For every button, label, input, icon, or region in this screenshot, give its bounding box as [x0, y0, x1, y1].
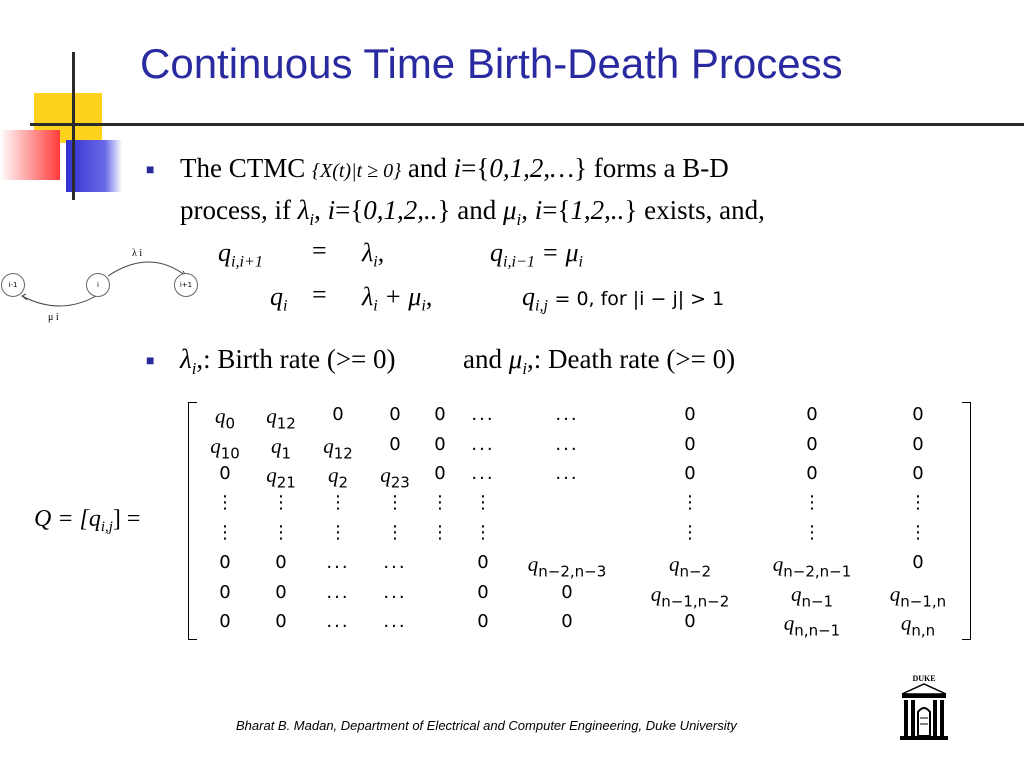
matrix-cell-r2-c4: 0 — [389, 434, 401, 455]
matrix-cell-r5-c1: ⋮ — [216, 522, 234, 543]
state-node-i-minus-1: i-1 — [1, 273, 25, 297]
birth-death-diagram — [0, 240, 210, 330]
divider-vertical — [72, 52, 75, 200]
matrix-cell-r7-c10: $q_{n-1,n}$ — [889, 582, 947, 611]
matrix-cell-r3-c5: 0 — [434, 463, 446, 484]
matrix-cell-r1-c9: 0 — [806, 404, 818, 425]
matrix-cell-r5-c8: ⋮ — [681, 522, 699, 543]
matrix-cell-r6-c4: ... — [383, 552, 407, 573]
matrix-cell-r1-c10: 0 — [912, 404, 924, 425]
matrix-cell-r7-c4: ... — [383, 582, 407, 603]
mu-label: μ i — [48, 312, 59, 323]
matrix-cell-r1-c2: $q_{12}$ — [266, 404, 296, 433]
state-node-i: i — [86, 273, 110, 297]
matrix-label: $Q = [q_{i,j}]$ = — [34, 506, 141, 536]
equation-row-2-rhs: $\lambda_i + \mu_i$, — [362, 282, 433, 315]
matrix-cell-r2-c1: $q_{10}$ — [210, 434, 240, 463]
matrix-cell-r2-c5: 0 — [434, 434, 446, 455]
state-node-i-plus-1: i+1 — [174, 273, 198, 297]
equation-row-1-eq: = — [312, 236, 327, 265]
matrix-cell-r5-c5: ⋮ — [431, 522, 449, 543]
matrix-cell-r7-c8: $q_{n-1,n-2}$ — [650, 582, 730, 611]
matrix-cell-r3-c2: $q_{21}$ — [266, 463, 296, 492]
matrix-cell-r8-c9: $q_{n,n-1}$ — [783, 611, 841, 640]
matrix-cell-r7-c3: ... — [326, 582, 350, 603]
matrix-cell-r4-c5: ⋮ — [431, 492, 449, 513]
slide-title: Continuous Time Birth-Death Process — [140, 40, 843, 87]
matrix-cell-r2-c10: 0 — [912, 434, 924, 455]
matrix-cell-r4-c4: ⋮ — [386, 492, 404, 513]
svg-text:DUKE: DUKE — [912, 674, 936, 683]
matrix-cell-r7-c2: 0 — [275, 582, 287, 603]
matrix-cell-r2-c6: ... — [471, 434, 495, 455]
matrix-cell-r3-c6: ... — [471, 463, 495, 484]
matrix-cell-r6-c1: 0 — [219, 552, 231, 573]
matrix-cell-r4-c3: ⋮ — [329, 492, 347, 513]
matrix-cell-r3-c7: ... — [555, 463, 579, 484]
matrix-cell-r5-c6: ⋮ — [474, 522, 492, 543]
lambda-label: λ i — [132, 248, 143, 259]
matrix-cell-r5-c4: ⋮ — [386, 522, 404, 543]
matrix-cell-r3-c10: 0 — [912, 463, 924, 484]
matrix-cell-r3-c1: 0 — [219, 463, 231, 484]
matrix-cell-r1-c6: ... — [471, 404, 495, 425]
matrix-cell-r5-c3: ⋮ — [329, 522, 347, 543]
equation-row-1-right: $q_{i,i-1} = \mu_i$ — [490, 238, 583, 271]
bullet-marker-2: ■ — [146, 354, 155, 369]
matrix-cell-r8-c2: 0 — [275, 611, 287, 632]
matrix-cell-r2-c3: $q_{12}$ — [323, 434, 353, 463]
equation-row-2: $q_i$ — [270, 282, 288, 315]
equation-row-2-right: $q_{i,j} = 0$, for |i − j| > 1 — [522, 282, 725, 315]
matrix-cell-r4-c6: ⋮ — [474, 492, 492, 513]
matrix-cell-r1-c4: 0 — [389, 404, 401, 425]
footer-credit: Bharat B. Madan, Department of Electrical and Computer Engineering, Duke University — [236, 718, 737, 733]
matrix-cell-r4-c2: ⋮ — [272, 492, 290, 513]
equation-row-1-rhs: $\lambda_i$, — [362, 238, 385, 271]
matrix-cell-r4-c1: ⋮ — [216, 492, 234, 513]
matrix-cell-r8-c1: 0 — [219, 611, 231, 632]
matrix-cell-r6-c2: 0 — [275, 552, 287, 573]
matrix-cell-r7-c6: 0 — [477, 582, 489, 603]
matrix-left-bracket — [188, 402, 197, 640]
matrix-cell-r5-c10: ⋮ — [909, 522, 927, 543]
matrix-cell-r7-c7: 0 — [561, 582, 573, 603]
matrix-cell-r8-c7: 0 — [561, 611, 573, 632]
matrix-cell-r1-c7: ... — [555, 404, 579, 425]
ctmc-set: {X(t)|t ≥ 0} — [312, 160, 402, 182]
matrix-cell-r3-c9: 0 — [806, 463, 818, 484]
matrix-cell-r6-c9: $q_{n-2,n-1}$ — [772, 552, 852, 581]
matrix-cell-r8-c6: 0 — [477, 611, 489, 632]
bullet-marker-1: ■ — [146, 163, 155, 178]
matrix-cell-r7-c9: $q_{n-1}$ — [790, 582, 834, 611]
matrix-cell-r1-c8: 0 — [684, 404, 696, 425]
matrix-cell-r6-c7: $q_{n-2,n-3}$ — [527, 552, 607, 581]
bullet-1-line-2: process, if $\lambda_i$, i={0,1,2,..} and $\mu_i$, i={1,2,..} exists, and, — [180, 195, 765, 229]
matrix-cell-r2-c2: $q_1$ — [270, 434, 292, 463]
matrix-cell-r8-c4: ... — [383, 611, 407, 632]
matrix-cell-r4-c9: ⋮ — [803, 492, 821, 513]
matrix-cell-r2-c8: 0 — [684, 434, 696, 455]
bullet-1-line-1: The CTMC {X(t)|t ≥ 0} and i={0,1,2,…} forms a B-D — [180, 153, 729, 183]
matrix-cell-r5-c2: ⋮ — [272, 522, 290, 543]
matrix-cell-r2-c7: ... — [555, 434, 579, 455]
matrix-cell-r4-c8: ⋮ — [681, 492, 699, 513]
equation-row-2-eq: = — [312, 280, 327, 309]
matrix-cell-r2-c9: 0 — [806, 434, 818, 455]
matrix-cell-r6-c8: $q_{n-2}$ — [668, 552, 712, 581]
matrix-cell-r6-c10: 0 — [912, 552, 924, 573]
divider-horizontal — [30, 123, 1024, 126]
matrix-cell-r1-c5: 0 — [434, 404, 446, 425]
matrix-cell-r6-c3: ... — [326, 552, 350, 573]
matrix-cell-r4-c10: ⋮ — [909, 492, 927, 513]
matrix-cell-r3-c8: 0 — [684, 463, 696, 484]
matrix-cell-r8-c8: 0 — [684, 611, 696, 632]
red-block — [0, 130, 60, 180]
matrix-cell-r3-c4: $q_{23}$ — [380, 463, 410, 492]
equation-row-1: $q_{i,i+1}$ — [218, 238, 263, 271]
matrix-cell-r1-c1: $q_0$ — [214, 404, 236, 433]
matrix-cell-r6-c6: 0 — [477, 552, 489, 573]
bullet-2: $\lambda_i$,: Birth rate (>= 0) and $\mu_i$,: Death rate (>= 0) — [180, 344, 736, 378]
matrix-cell-r3-c3: $q_2$ — [327, 463, 349, 492]
matrix-right-bracket — [962, 402, 971, 640]
matrix-cell-r5-c9: ⋮ — [803, 522, 821, 543]
matrix-cell-r8-c10: $q_{n,n}$ — [900, 611, 936, 640]
matrix-cell-r1-c3: 0 — [332, 404, 344, 425]
duke-logo — [896, 672, 952, 744]
matrix-cell-r8-c3: ... — [326, 611, 350, 632]
matrix-cell-r7-c1: 0 — [219, 582, 231, 603]
